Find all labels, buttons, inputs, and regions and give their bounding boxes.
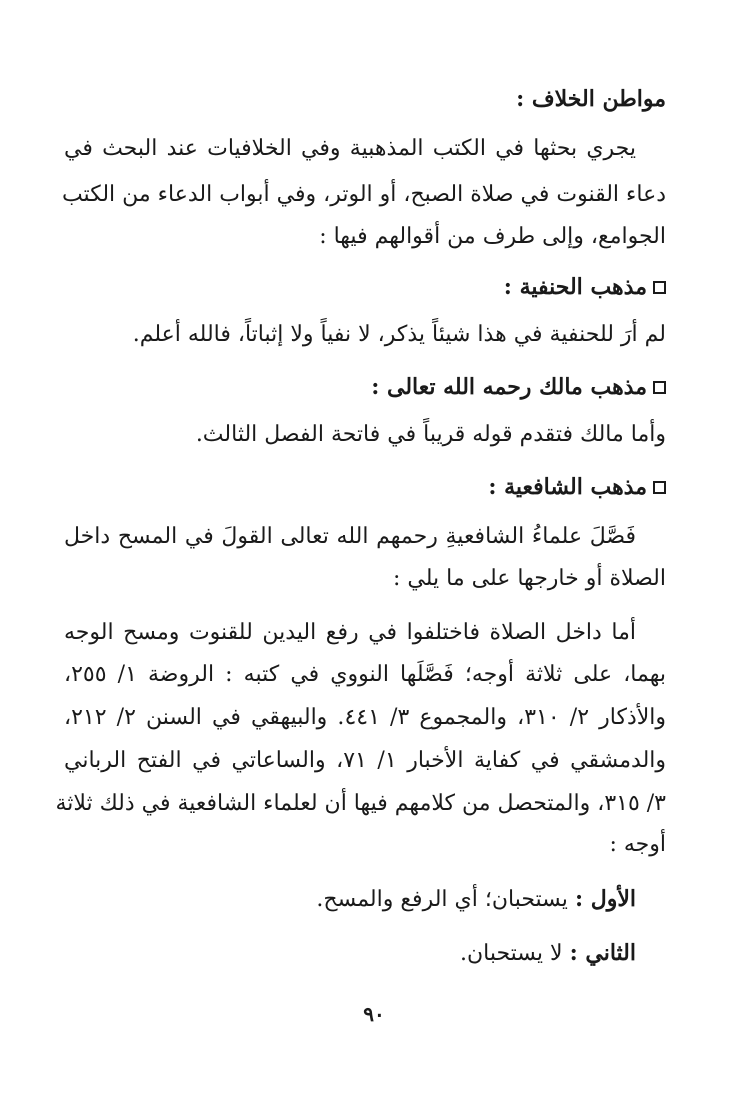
hanafi-text: لم أرَ للحنفية في هذا شيئاً يذكر، لا نفياً ولا إثباتاً، فالله أعلم. [132,322,666,347]
intro-line-1: يجري بحثها في الكتب المذهبية وفي الخلافيات عند البحث في [64,136,636,161]
inside-prayer-line-3: والأذكار ٢/ ٣١٠، والمجموع ٣/ ٤٤١. والبيهقي في السنن ٢/ ٢١٢، [64,705,667,730]
maliki-heading [64,372,666,402]
first-view-label: الأول : [574,886,636,912]
square-bullet-icon [653,481,666,494]
page-number: ٩٠ [363,1002,385,1026]
square-bullet-icon [653,381,666,394]
inside-prayer-line-2: بهما، على ثلاثة أوجه؛ فَصَّلَها النووي في كتبه : الروضة ١/ ٢٥٥، [64,662,666,687]
shafii-line-2: الصلاة أو خارجها على ما يلي : [392,566,666,591]
inside-prayer-line-4: والدمشقي في كفاية الأخبار ١/ ٧١، والساعاتي في الفتح الرباني [64,748,667,773]
shafii-heading-text: مذهب الشافعية : [488,474,647,500]
second-view [64,938,636,969]
maliki-text: وأما مالك فتقدم قوله قريباً في فاتحة الفصل الثالث. [195,422,666,447]
shafii-line-1: فَصَّلَ علماءُ الشافعيةِ رحمهم الله تعالى القولَ في المسح داخل [64,524,636,549]
inside-prayer-line-5: ٣/ ٣١٥، والمتحصل من كلامهم فيها أن لعلماء الشافعية في ذلك ثلاثة [55,791,666,816]
inside-prayer-line-6: أوجه : [609,832,666,857]
section-title: مواطن الخلاف : [516,86,666,112]
hanafi-heading-text: مذهب الحنفية : [503,274,647,300]
inside-prayer-line-1: أما داخل الصلاة فاختلفوا في رفع اليدين للقنوت ومسح الوجه [64,620,636,645]
shafii-heading [64,472,666,502]
intro-line-2: دعاء القنوت في صلاة الصبح، أو الوتر، وفي أبواب الدعاء من الكتب [61,182,666,207]
second-view-text: لا يستحبان. [459,941,563,966]
second-view-label: الثاني : [569,940,636,966]
square-bullet-icon [653,281,666,294]
first-view-text: يستحبان؛ أي الرفع والمسح. [316,887,568,912]
hanafi-heading [64,272,666,302]
intro-line-3: الجوامع، وإلى طرف من أقوالهم فيها : [319,224,666,249]
maliki-heading-text: مذهب مالك رحمه الله تعالى : [371,374,647,400]
first-view [64,884,636,915]
